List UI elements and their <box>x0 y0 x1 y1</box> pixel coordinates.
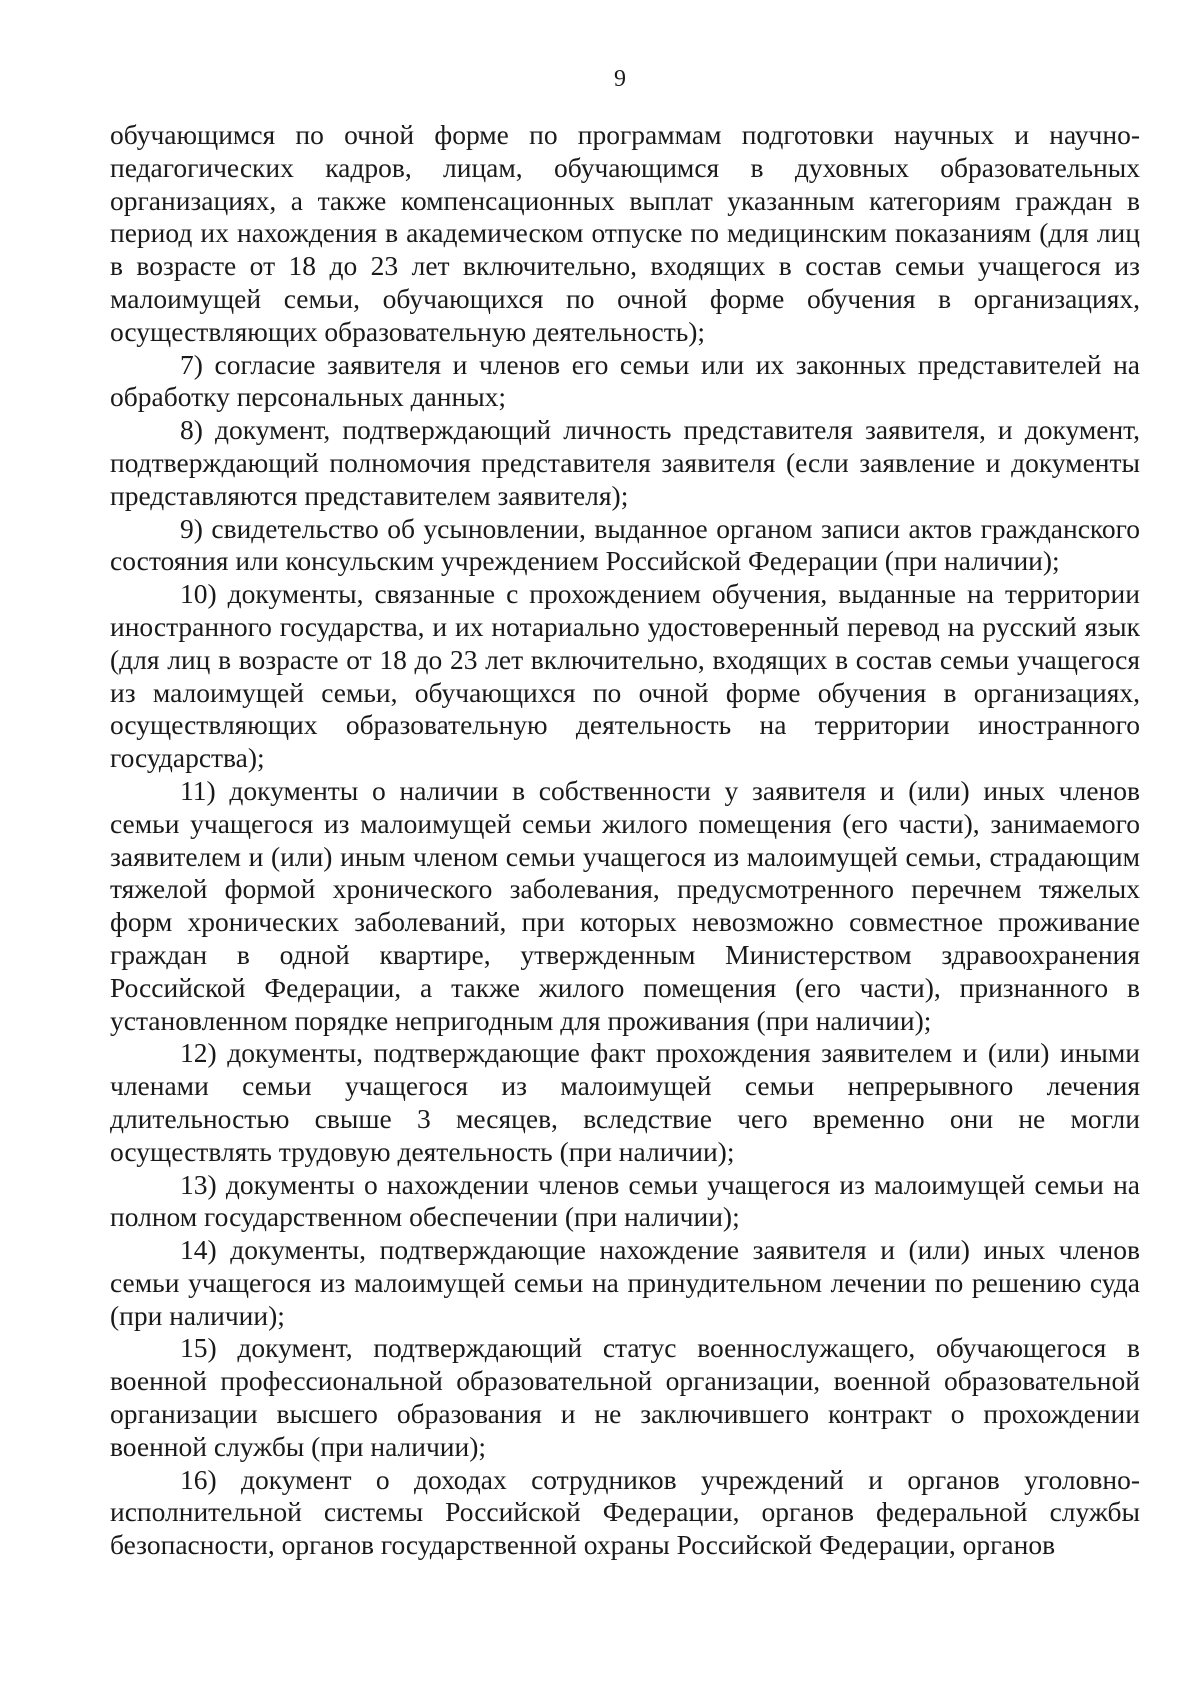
list-item-11: 11) документы о наличии в собственности у заявителя и (или) иных членов семьи учащегося из малоимущей семьи жилого помещения (его части), занимаемого заявителем и (или) иным членом семьи учащегося из малоимущей семьи, страдающим тяжелой формой хронического заболевания, предусмотренного перечнем тяжелых форм хронических заболеваний, при которых невозможно совместное проживание граждан в одной квартире, утвержденным Министерством здравоохранения Российской Федерации, а также жилого помещения (его части), признанного в установленном порядке непригодным для проживания (при наличии); <box>110 774 1140 1036</box>
list-item-8: 8) документ, подтверждающий личность представителя заявителя, и документ, подтверждающий полномочия представителя заявителя (если заявление и документы представляются представителем заявителя); <box>110 414 1140 511</box>
list-item-10: 10) документы, связанные с прохождением обучения, выданные на территории иностранного государства, и их нотариально удостоверенный перевод на русский язык (для лиц в возрасте от 18 до 23 лет включительно, входящих в состав семьи учащегося из малоимущей семьи, обучающихся по очной форме обучения в организациях, осуществляющих образовательную деятельность на территории иностранного государства); <box>110 578 1140 774</box>
list-item-12: 12) документы, подтверждающие факт прохождения заявителем и (или) иными членами семьи учащегося из малоимущей семьи непрерывного лечения длительностью свыше 3 месяцев, вследствие чего временно они не могли осуществлять трудовую деятельность (при наличии); <box>110 1037 1140 1167</box>
list-item-13: 13) документы о нахождении членов семьи учащегося из малоимущей семьи на полном государственном обеспечении (при наличии); <box>110 1168 1140 1233</box>
list-item-15: 15) документ, подтверждающий статус военнослужащего, обучающегося в военной профессиональной образовательной организации, военной образовательной организации высшего образования и не заключившего контракт о прохождении военной службы (при наличии); <box>110 1332 1140 1462</box>
page-number: 9 <box>614 66 626 92</box>
list-item-7: 7) согласие заявителя и членов его семьи или их законных представителей на обработку персональных данных; <box>110 348 1140 413</box>
document-body <box>110 119 1140 1562</box>
list-item-16: 16) документ о доходах сотрудников учреждений и органов уголовно-исполнительной системы Российской Федерации, органов федеральной службы безопасности, органов государственной охраны Российской Федерации, органов <box>110 1463 1140 1561</box>
list-item-9: 9) свидетельство об усыновлении, выданное органом записи актов гражданского состояния или консульским учреждением Российской Федерации (при наличии); <box>110 512 1140 577</box>
paragraph-continuation: обучающимся по очной форме по программам подготовки научных и научно-педагогических кадров, лицам, обучающимся в духовных образовательных организациях, а также компенсационных выплат указанным категориям граждан в период их нахождения в академическом отпуске по медицинским показаниям (для лиц в возрасте от 18 до 23 лет включительно, входящих в состав семьи учащегося из малоимущей семьи, обучающихся по очной форме обучения в организациях, осуществляющих образовательную деятельность); <box>110 119 1140 347</box>
list-item-14: 14) документы, подтверждающие нахождение заявителя и (или) иных членов семьи учащегося из малоимущей семьи на принудительном лечении по решению суда (при наличии); <box>110 1234 1140 1331</box>
